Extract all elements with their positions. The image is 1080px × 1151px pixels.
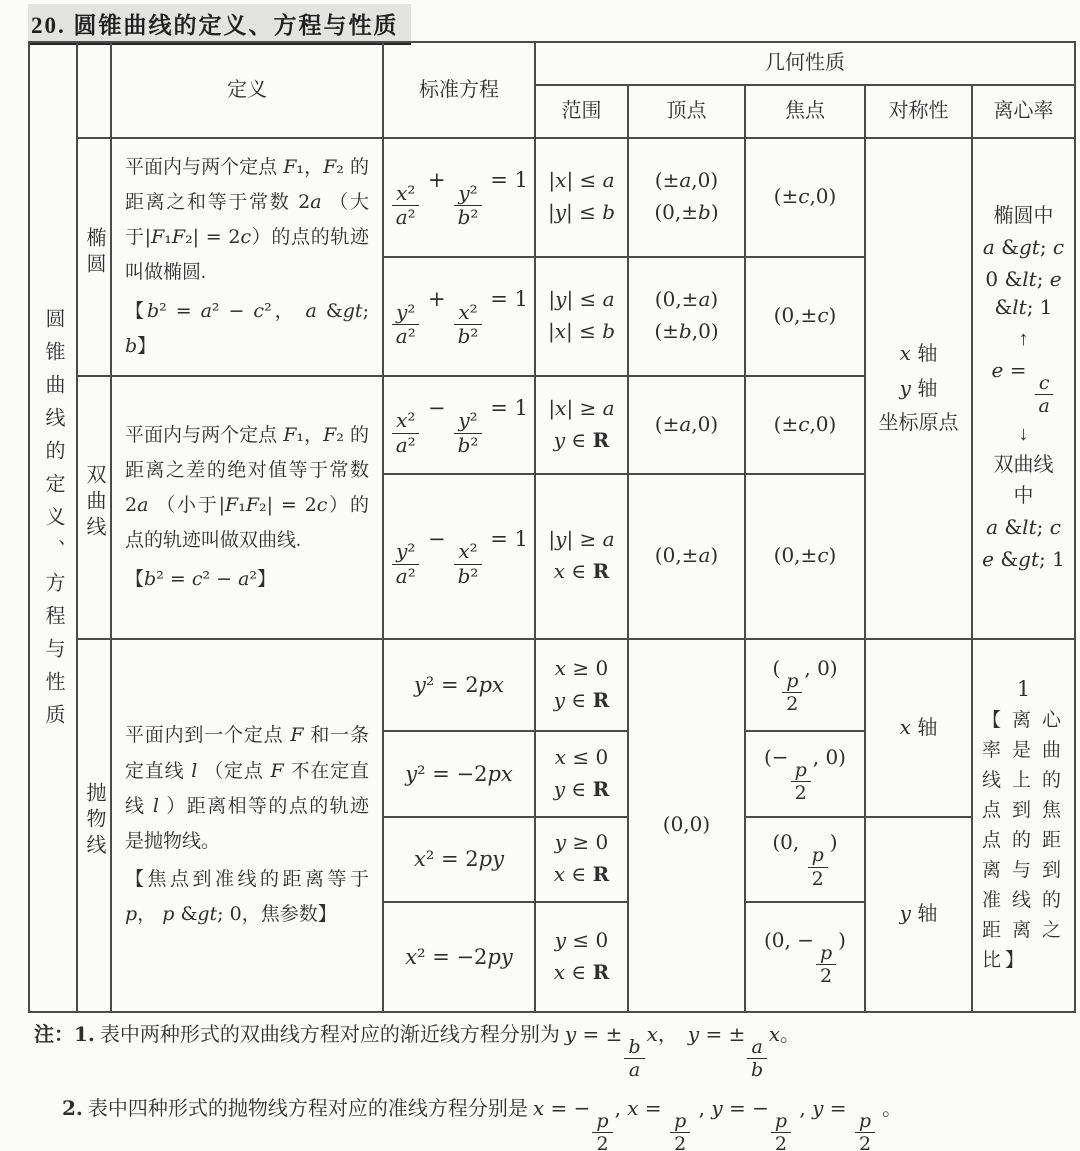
parabola-eccentricity: 1 【离心率是曲线上的点到焦点的距离与到准线的距离之比】 — [972, 639, 1075, 1012]
outer-vertical-label — [29, 42, 77, 1012]
hyperbola-equation-2: $\frac{\text{y²}}{\text{a²}}$ − $\frac{\text{x²}}{\text{b²}}$ = 1 — [383, 474, 535, 639]
parabola-range-3: y ≥ 0 x ∈ R — [535, 817, 628, 902]
hyperbola-range-1: |x| ≥ a y ∈ R — [535, 376, 628, 474]
parabola-focus-4: (0, − $\frac{p}{2}$ ) — [745, 902, 865, 1012]
hyperbola-equation-1: $\frac{\text{x²}}{\text{a²}}$ − $\frac{\text{y²}}{\text{b²}}$ = 1 — [383, 376, 535, 474]
parabola-symmetry-y-axis: y 轴 — [865, 817, 972, 1012]
hyperbola-definition: 平面内与两个定点 F₁，F₂ 的距离之差的绝对值等于常数 2a （小于|F₁F₂| = 2c）的点的轨迹叫做双曲线. 【b² = c² − a²】 — [111, 376, 383, 639]
conic-sections-table — [28, 41, 1076, 1013]
header-symmetry: 对称性 — [865, 85, 972, 138]
hyperbola-label-text: 双曲线 — [83, 464, 105, 543]
page-title: 20. 圆锥曲线的定义、方程与性质 — [28, 4, 411, 45]
ellipse-equation-1: $\frac{\text{x²}}{\text{a²}}$ + $\frac{\text{y²}}{\text{b²}}$ = 1 — [383, 138, 535, 257]
ellipse-equation-2: $\frac{\text{y²}}{\text{a²}}$ + $\frac{\text{x²}}{\text{b²}}$ = 1 — [383, 257, 535, 376]
parabola-label-text: 抛物线 — [83, 782, 105, 861]
parabola-vertex: (0,0) — [628, 639, 745, 1012]
header-eccentricity: 离心率 — [972, 85, 1075, 138]
ellipse-range-1: |x| ≤ a |y| ≤ b — [535, 138, 628, 257]
ellipse-vertex-2: (0,±a) (±b,0) — [628, 257, 745, 376]
hyperbola-vertex-1: (±a,0) — [628, 376, 745, 474]
ellipse-vertex-1: (±a,0) (0,±b) — [628, 138, 745, 257]
header-type-empty — [77, 42, 111, 138]
parabola-definition: 平面内到一个定点 F 和一条定直线 l （定点 F 不在定直线 l ）距离相等的点的轨迹是抛物线。 【焦点到准线的距离等于 p， p &gt; 0，焦参数】 — [111, 639, 383, 1012]
header-range: 范围 — [535, 85, 628, 138]
parabola-equation-4: x² = −2py — [383, 902, 535, 1012]
header-focus: 焦点 — [745, 85, 865, 138]
hyperbola-focus-2: (0,±c) — [745, 474, 865, 639]
parabola-range-1: x ≥ 0 y ∈ R — [535, 639, 628, 731]
ellipse-label-text: 椭圆 — [83, 226, 105, 279]
parabola-focus-1: ( $\frac{p}{2}$ , 0) — [745, 639, 865, 731]
hyperbola-focus-1: (±c,0) — [745, 376, 865, 474]
note-2: 2. 表中四种形式的抛物线方程对应的准线方程分别是 x = − $\frac{p}{2}$ , x = $\frac{p}{2}$ , y = − $\frac{p}{2}$ , y = $\frac{p}{2}$ 。 — [62, 1096, 903, 1151]
outer-vertical-label-text: 圆锥曲线的定义、方程与性质 — [42, 308, 64, 738]
symmetry-ellipse-hyperbola: x 轴 y 轴 坐标原点 — [865, 138, 972, 639]
parabola-range-4: y ≤ 0 x ∈ R — [535, 902, 628, 1012]
parabola-focus-3: (0, $\frac{p}{2}$ ) — [745, 817, 865, 902]
header-equation: 标准方程 — [383, 42, 535, 138]
header-geometry: 几何性质 — [535, 42, 1075, 85]
ellipse-definition: 平面内与两个定点 F₁，F₂ 的距离之和等于常数 2a （大于|F₁F₂| = 2c）的点的轨迹叫做椭圆. 【b² = a² − c²， a &gt; b】 — [111, 138, 383, 376]
parabola-equation-2: y² = −2px — [383, 731, 535, 817]
header-definition: 定义 — [111, 42, 383, 138]
parabola-range-2: x ≤ 0 y ∈ R — [535, 731, 628, 817]
ellipse-label — [77, 138, 111, 376]
ellipse-focus-1: (±c,0) — [745, 138, 865, 257]
parabola-symmetry-x-axis: x 轴 — [865, 639, 972, 817]
parabola-label — [77, 639, 111, 1012]
parabola-equation-3: x² = 2py — [383, 817, 535, 902]
ellipse-range-2: |y| ≤ a |x| ≤ b — [535, 257, 628, 376]
note-1: 注：1. 表中两种形式的双曲线方程对应的渐近线方程分别为 y = ± $\frac{b}{a}$ x， y = ± $\frac{a}{b}$ x。 — [34, 1022, 801, 1082]
hyperbola-label — [77, 376, 111, 639]
hyperbola-range-2: |y| ≥ a x ∈ R — [535, 474, 628, 639]
eccentricity-ellipse-hyperbola: 椭圆中 a &gt; c 0 &lt; e &lt; 1 ↑ e = $\frac{c}{a}$ ↓ 双曲线 中 a &lt; c e &gt; 1 — [972, 138, 1075, 639]
hyperbola-vertex-2: (0,±a) — [628, 474, 745, 639]
ellipse-focus-2: (0,±c) — [745, 257, 865, 376]
parabola-equation-1: y² = 2px — [383, 639, 535, 731]
parabola-focus-2: (− $\frac{p}{2}$ , 0) — [745, 731, 865, 817]
header-vertex: 顶点 — [628, 85, 745, 138]
